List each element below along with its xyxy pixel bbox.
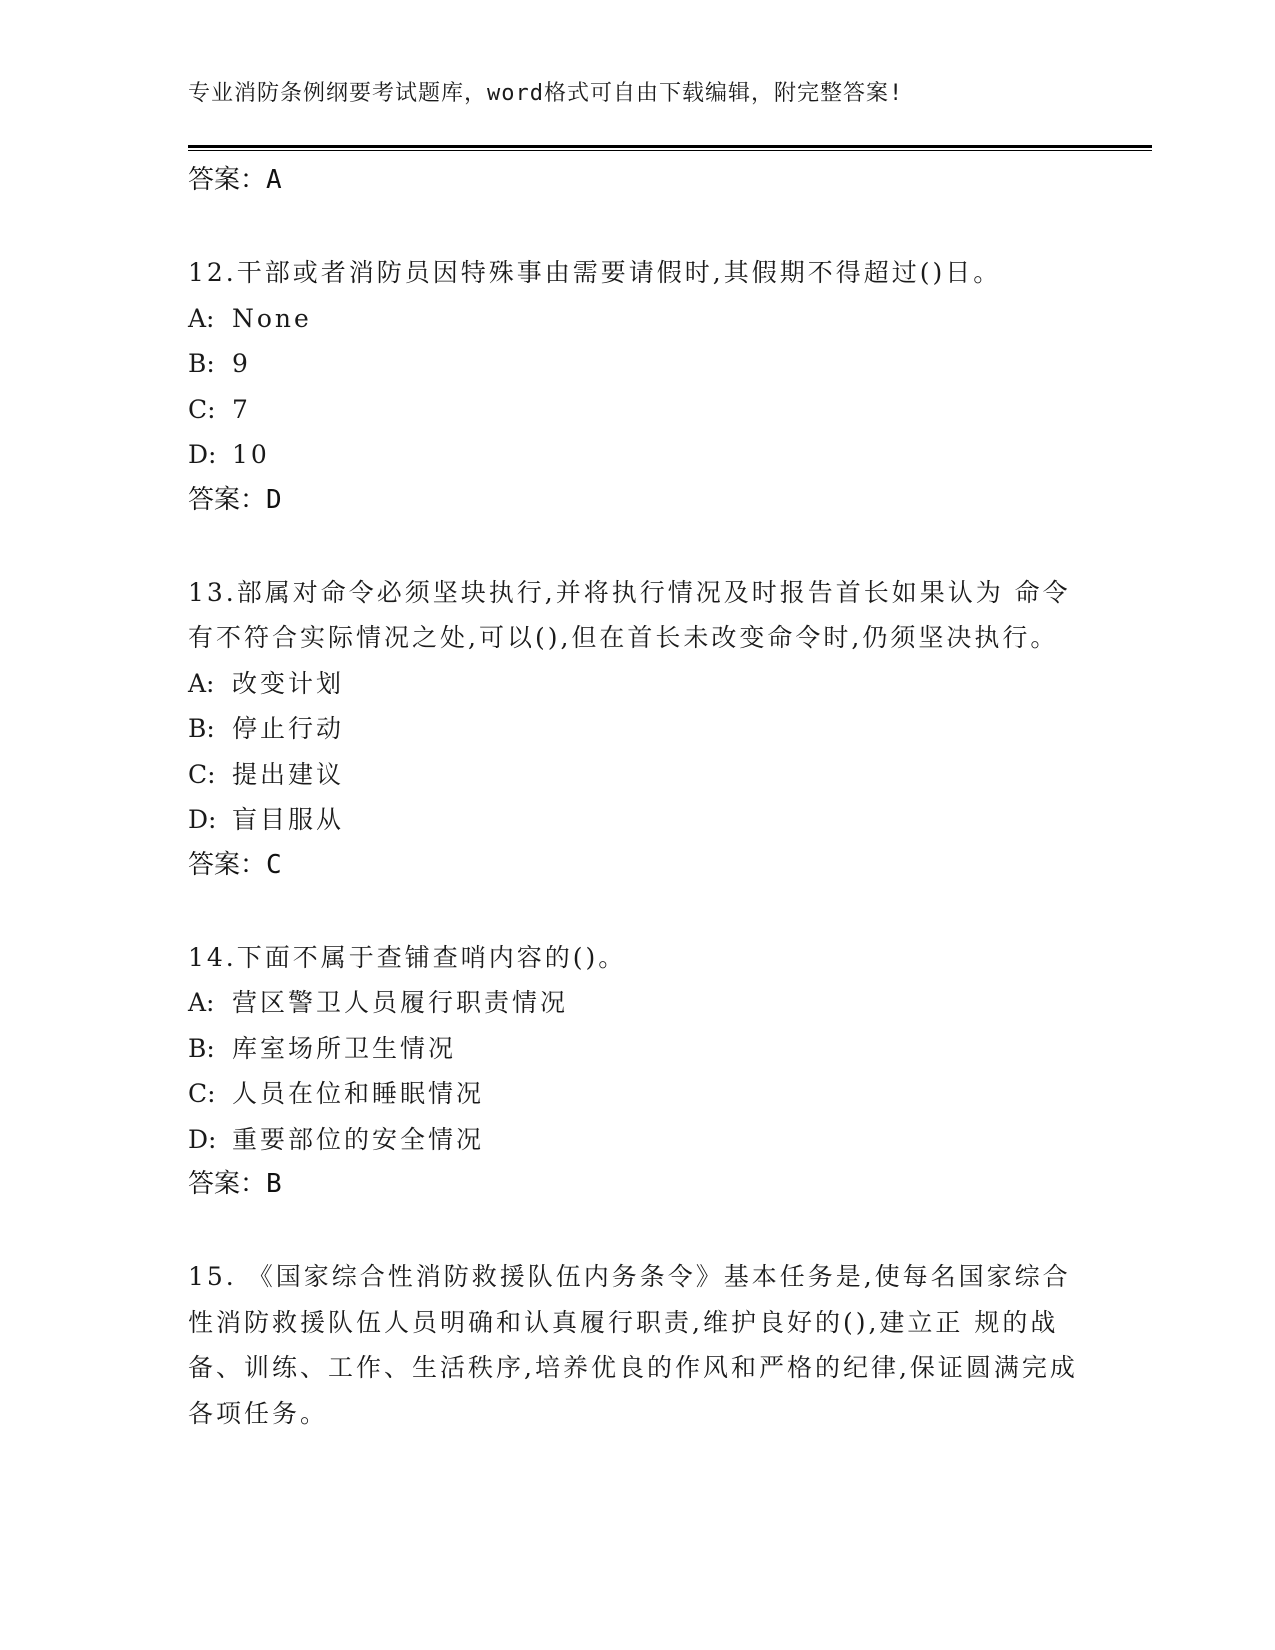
option-letter: B: [188, 1033, 215, 1063]
option-letter: A: [188, 668, 215, 698]
option-text: 10 [232, 440, 270, 469]
option-letter: C: [188, 759, 216, 789]
option-letter: C: [188, 1079, 216, 1108]
question-13 [188, 570, 1078, 887]
question-text: 12.干部或者消防员因特殊事由需要请假时,其假期不得超过()日。 [188, 258, 1002, 287]
answer: 答案：C [188, 849, 282, 880]
previous-answer: 答案：A [188, 165, 282, 195]
answer: 答案：B [188, 1169, 282, 1199]
option-text: 重要部位的安全情况 [232, 1124, 485, 1154]
question-12 [188, 250, 1078, 522]
option-text: 盲目服从 [232, 805, 345, 834]
option-a [188, 296, 1078, 342]
option-b [188, 706, 1078, 752]
question-15 [188, 1254, 1078, 1436]
option-text: 9 [232, 349, 251, 378]
spacer [188, 522, 1078, 570]
spacer [188, 1206, 1078, 1254]
option-letter: A: [188, 988, 215, 1017]
option-d [188, 1117, 1078, 1163]
option-c [188, 387, 1078, 433]
option-text: None [232, 303, 312, 333]
question-14 [188, 935, 1078, 1207]
option-letter: D: [188, 805, 217, 834]
answer: 答案：D [188, 484, 282, 515]
option-letter: D: [188, 1124, 217, 1154]
question-text: 13.部属对命令必须坚块执行,并将执行情况及时报告首长如果认为 命令有不符合实际情况之处,可以(),但在首长未改变命令时,仍须坚决执行。 [188, 577, 1071, 652]
option-letter: A: [188, 303, 215, 333]
option-c [188, 752, 1078, 798]
option-d [188, 432, 1078, 478]
header-rule [188, 145, 1152, 148]
option-text: 提出建议 [232, 759, 345, 789]
option-b [188, 1026, 1078, 1072]
option-letter: B: [188, 349, 215, 378]
option-a [188, 980, 1078, 1026]
question-list [188, 158, 1078, 1436]
option-text: 停止行动 [232, 714, 345, 743]
option-d [188, 797, 1078, 843]
question-text: 15. 《国家综合性消防救援队伍内务条令》基本任务是,使每名国家综合性消防救援队伍人员明确和认真履行职责,维护良好的(),建立正 规的战备、训练、工作、生活秩序,培养优良的作风和严格的纪律,保证圆满完成各项任务。 [188, 1262, 1078, 1428]
option-text: 营区警卫人员履行职责情况 [232, 988, 569, 1017]
option-b [188, 341, 1078, 387]
spacer [188, 202, 1078, 250]
option-text: 人员在位和睡眠情况 [232, 1079, 485, 1108]
header-rule-thin [188, 150, 1152, 151]
option-text: 改变计划 [232, 668, 345, 698]
option-letter: D: [188, 440, 217, 469]
option-text: 7 [232, 394, 251, 424]
option-text: 库室场所卫生情况 [232, 1033, 457, 1063]
option-a [188, 661, 1078, 707]
question-text: 14.下面不属于查铺查哨内容的()。 [188, 942, 627, 972]
option-letter: B: [188, 714, 215, 743]
option-letter: C: [188, 394, 216, 424]
spacer [188, 887, 1078, 935]
header-note: 专业消防条例纲要考试题库，word格式可自由下载编辑，附完整答案! [188, 81, 904, 106]
option-c [188, 1071, 1078, 1117]
